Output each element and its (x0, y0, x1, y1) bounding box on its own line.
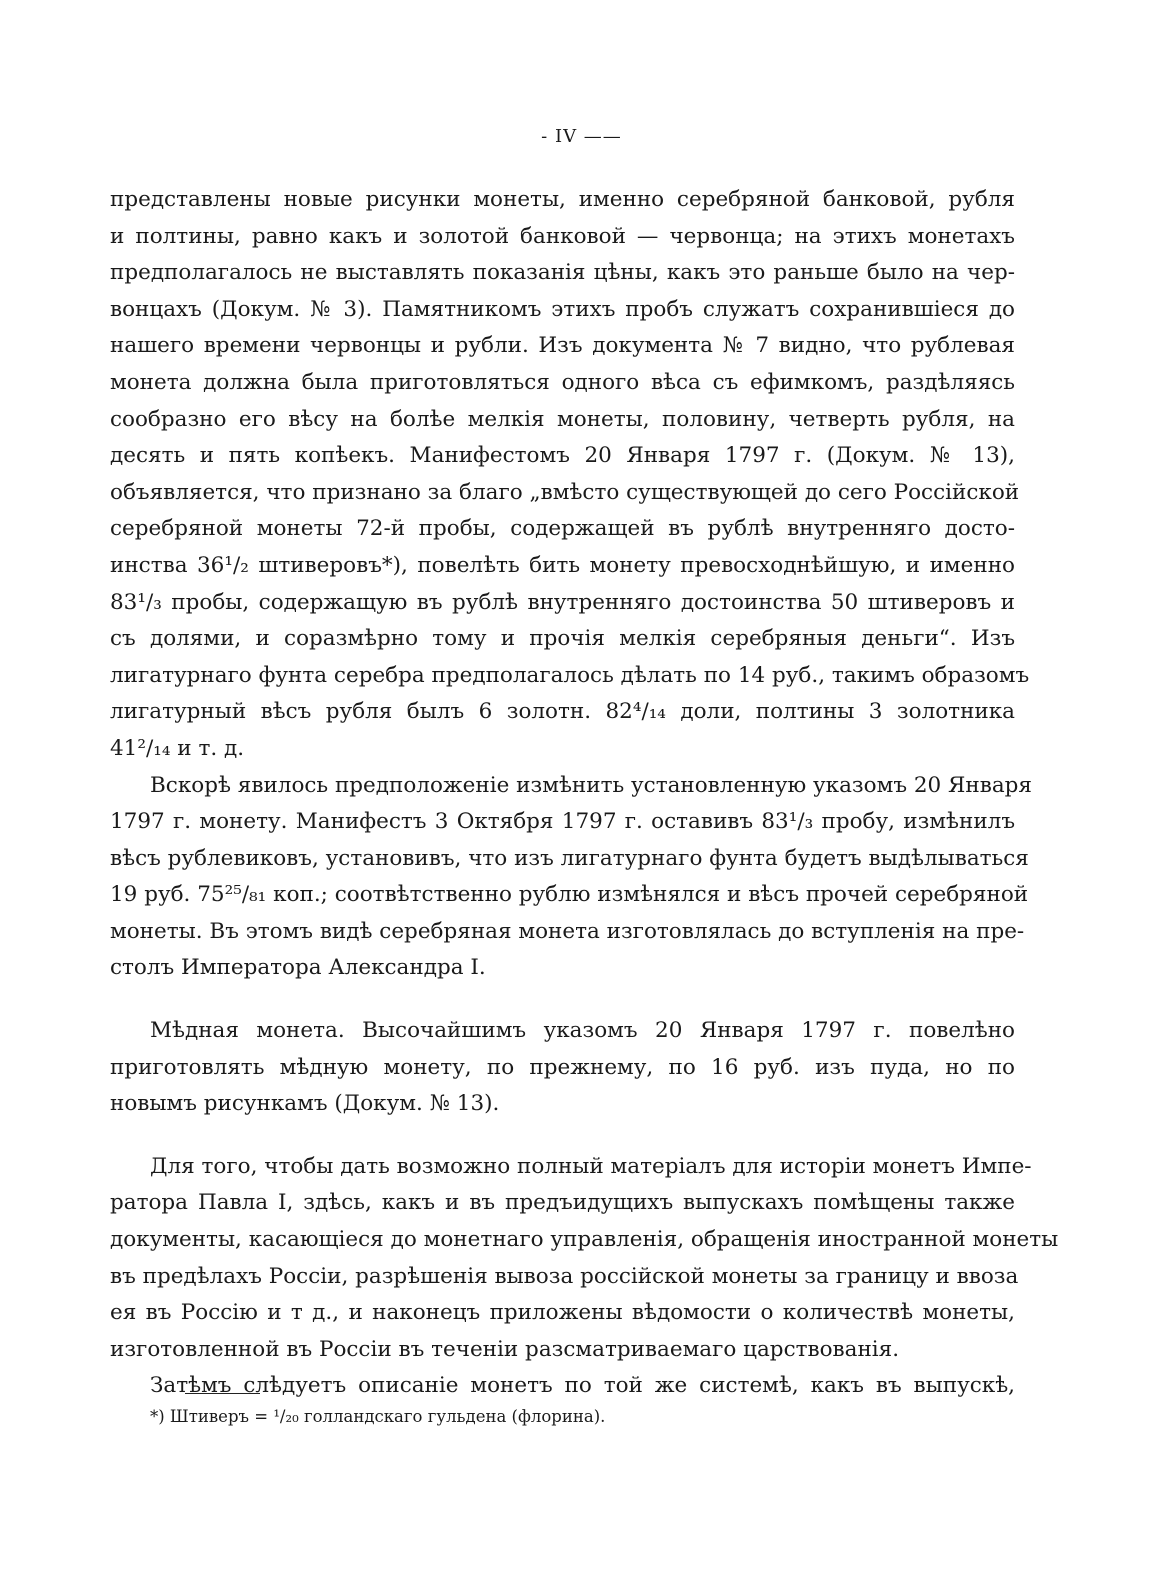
text-line: вѣсъ рублевиковъ, установивъ, что изъ лигатурнаго фунта будетъ выдѣлываться (110, 845, 1029, 871)
text-line: 41²/₁₄ и т. д. (110, 735, 245, 761)
text-line: серебряной монеты 72-й пробы, содержащей въ рублѣ внутренняго досто- (110, 516, 1015, 542)
text-line: новымъ рисункамъ (Докум. № 13). (110, 1091, 500, 1117)
text-line: объявляется, что признано за благо „вмѣсто существующей до сего Россійской (110, 479, 1020, 505)
text-line: предполагалось не выставлять показанія цѣны, какъ это раньше было на чер- (110, 260, 1015, 286)
text-line: сообразно его вѣсу на болѣе мелкія монеты, половину, четверть рубля, на (110, 406, 1015, 432)
text-line: Для того, чтобы дать возможно полный матеріалъ для исторіи монетъ Импе- (150, 1153, 1032, 1179)
text-line: и полтины, равно какъ и золотой банковой — червонца; на этихъ монетахъ (110, 223, 1015, 249)
text-line: нашего времени червонцы и рубли. Изъ документа № 7 видно, что рублевая (110, 333, 1015, 359)
footnote: *) Штиверъ = ¹/₂₀ голландскаго гульдена (флорина). (150, 1407, 606, 1426)
text-line: изготовленной въ Россіи въ теченіи разсматриваемаго царствованія. (110, 1336, 900, 1362)
text-line: инства 36¹/₂ штиверовъ*), повелѣть бить монету превосходнѣйшую, и именно (110, 552, 1015, 578)
text-line: съ долями, и соразмѣрно тому и прочія мелкія серебряныя деньги“. Изъ (110, 626, 1015, 652)
text-line: вонцахъ (Докум. № 3). Памятникомъ этихъ пробъ служатъ сохранившіеся до (110, 296, 1015, 322)
text-line: Затѣмъ слѣдуетъ описаніе монетъ по той же системѣ, какъ въ выпускѣ, (150, 1373, 1015, 1399)
page-header: - IV —— (541, 126, 622, 147)
text-line: приготовлять мѣдную монету, по прежнему, по 16 руб. изъ пуда, но по (110, 1054, 1015, 1080)
text-line: представлены новые рисунки монеты, именно серебряной банковой, рубля (110, 187, 1015, 212)
text-line: 19 руб. 75²⁵/₈₁ коп.; соотвѣтственно рублю измѣнялся и вѣсъ прочей серебряной (110, 882, 1029, 908)
text-line: десять и пять копѣекъ. Манифестомъ 20 Января 1797 г. (Докум. № 13), (110, 443, 1015, 469)
text-line: лигатурный вѣсъ рубля былъ 6 золотн. 82⁴/₁₄ доли, полтины 3 золотника (110, 699, 1015, 725)
text-line: въ предѣлахъ Россіи, разрѣшенія вывоза россійской монеты за границу и ввоза (110, 1263, 1019, 1289)
text-line: Вскорѣ явилось предположеніе измѣнить установленную указомъ 20 Января (150, 772, 1032, 798)
text-line: документы, касающіеся до монетнаго управленія, обращенія иностранной монеты (110, 1227, 1059, 1253)
footnote-divider (185, 1393, 260, 1394)
body-text (110, 182, 1059, 1405)
text-line: ратора Павла I, здѣсь, какъ и въ предъидущихъ выпускахъ помѣщены также (110, 1190, 1015, 1216)
text-line: 83¹/₃ пробы, содержащую въ рублѣ внутренняго достоинства 50 штиверовъ и (110, 589, 1015, 615)
text-line: столъ Императора Александра I. (110, 955, 486, 981)
paragraph-gap (110, 987, 1015, 1013)
paragraph-gap (110, 1123, 1015, 1149)
text-line: лигатурнаго фунта серебра предполагалось дѣлать по 14 руб., такимъ образомъ (110, 662, 1030, 688)
text-line: 1797 г. монету. Манифестъ 3 Октября 1797 г. оставивъ 83¹/₃ пробу, измѣнилъ (110, 809, 1015, 835)
text-line: Мѣдная монета. Высочайшимъ указомъ 20 Января 1797 г. повелѣно (150, 1018, 1015, 1044)
text-line: ея въ Россію и т д., и наконецъ приложены вѣдомости о количествѣ монеты, (110, 1300, 1015, 1326)
text-line: монета должна была приготовляться одного вѣса съ ефимкомъ, раздѣляясь (110, 369, 1015, 395)
text-line: монеты. Въ этомъ видѣ серебряная монета изготовлялась до вступленія на пре- (110, 918, 1025, 944)
